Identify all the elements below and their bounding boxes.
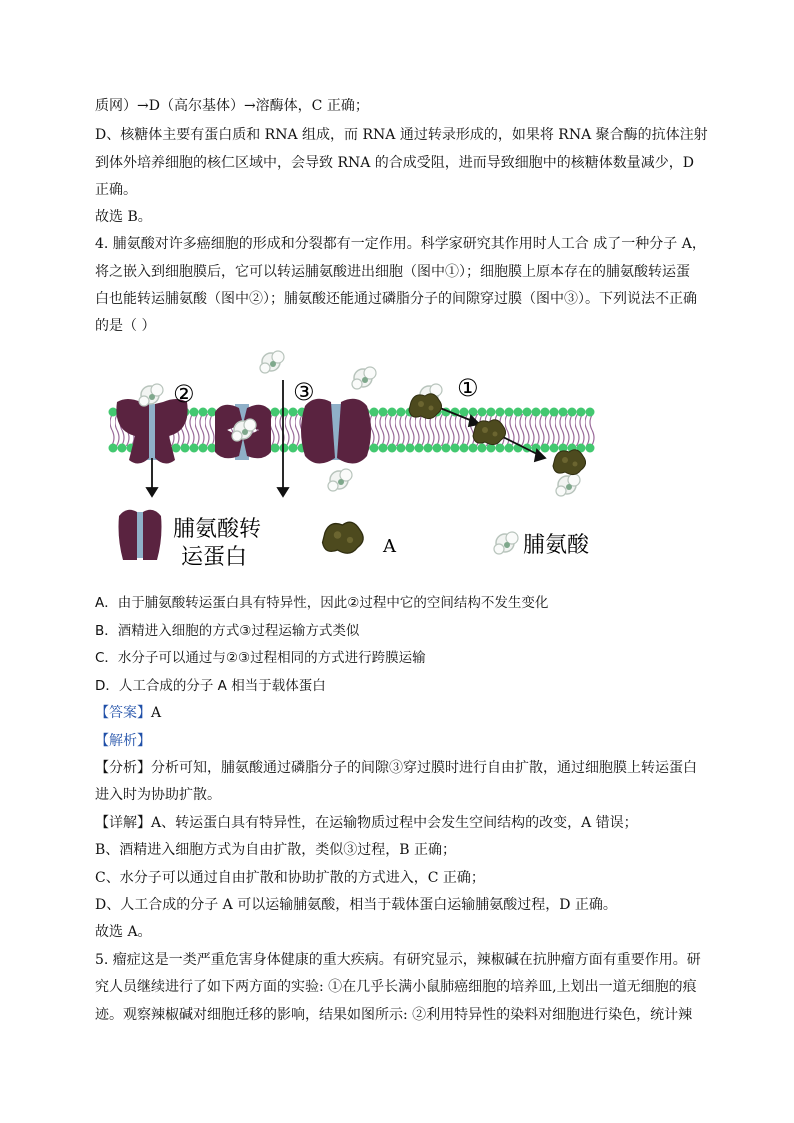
phospholipid-head (550, 444, 559, 453)
phospholipid-head (388, 408, 397, 417)
phospholipid-head (109, 408, 118, 417)
phospholipid-head (523, 408, 532, 417)
q4-stem-3: 白也能转运脯氨酸（图中②）；脯氨酸还能通过磷脂分子的间隙穿过膜（图中③）。下列说法不正确 (95, 291, 697, 307)
legend-protein-label: 脯氨酸转 (173, 517, 262, 542)
phospholipid-head (478, 444, 487, 453)
phospholipid-head (550, 408, 559, 417)
phospholipid-head (172, 444, 181, 453)
phospholipid-head (424, 444, 433, 453)
q5-line-2: 究人员继续进行了如下两方面的实验: ①在几乎长满小鼠肺癌细胞的培养皿,上划出一道无细胞的痕 (95, 979, 697, 995)
phospholipid-head (118, 444, 127, 453)
phospholipid-head (271, 444, 280, 453)
phospholipid-head (487, 408, 496, 417)
proline-molecule (352, 367, 376, 389)
answer-value: A (151, 705, 162, 721)
fenxi-line-2: 进入时为协助扩散。 (95, 787, 221, 803)
choose-line: 故选 A。 (95, 924, 152, 940)
phospholipid-head (379, 408, 388, 417)
fenxi-text-1: 分析可知，脯氨酸通过磷脂分子的间隙③穿过膜时进行自由扩散，通过细胞膜上转运蛋白 (151, 760, 697, 776)
phospholipid-head (532, 408, 541, 417)
phospholipid-head (469, 408, 478, 417)
phospholipid-head (397, 444, 406, 453)
phospholipid-head (505, 444, 514, 453)
molecule-A (553, 450, 586, 475)
phospholipid-head (577, 408, 586, 417)
legend-A-icon (323, 522, 364, 553)
label-2: ② (173, 380, 195, 408)
transport-protein-right (301, 399, 371, 464)
phospholipid-head (469, 444, 478, 453)
proline-molecule (328, 469, 352, 491)
analysis-tag: 【解析】 (95, 733, 151, 749)
phospholipid-head (379, 444, 388, 453)
q4-stem-2: 将之嵌入到细胞膜后，它可以转运脯氨酸进出细胞（图中①）；细胞膜上原本存在的脯氨酸转运蛋 (95, 264, 690, 280)
xiangjie-line-3: C、水分子可以通过自由扩散和协助扩散的方式进入，C 正确； (95, 870, 485, 886)
phospholipid-head (280, 444, 289, 453)
phospholipid-head (199, 444, 208, 453)
phospholipid-head (451, 444, 460, 453)
molecule-A (409, 394, 442, 419)
q4-stem-1: 4. 脯氨酸对许多癌细胞的形成和分裂都有一定作用。科学家研究其作用时人工合 成了一种分子 A， (95, 236, 706, 252)
phospholipid-head (496, 444, 505, 453)
option-b: B．酒精进入细胞的方式③过程运输方式类似 (95, 623, 360, 639)
phospholipid-head (586, 444, 595, 453)
proline-molecule (556, 474, 580, 496)
xiangjie-line-1 (95, 813, 638, 833)
proline-molecule (139, 384, 163, 406)
phospholipid-head (397, 408, 406, 417)
fenxi-tag: 【分析】 (95, 760, 151, 776)
prev-line-5: 故选 B。 (95, 209, 152, 225)
phospholipid-head (280, 408, 289, 417)
option-a: A．由于脯氨酸转运蛋白具有特异性，因此②过程中它的空间结构不发生变化 (95, 595, 549, 611)
phospholipid-head (370, 408, 379, 417)
legend-proline-icon (494, 532, 518, 554)
phospholipid-head (478, 408, 487, 417)
legend-protein-icon (119, 510, 162, 560)
prev-line-2: D、核糖体主要有蛋白质和 RNA 组成，而 RNA 通过转录形成的，如果将 RNA 聚合酶的抗体注射 (95, 127, 708, 143)
transport-protein-2 (116, 399, 187, 464)
molecule-A (473, 420, 506, 445)
q5-line-1: 5. 瘤症这是一类严重危害身体健康的重大疾病。有研究显示，辣椒碱在抗肿瘤方面有重要作用。研 (95, 952, 701, 968)
phospholipid-head (415, 444, 424, 453)
phospholipid-head (388, 444, 397, 453)
legend-A-label: A (383, 536, 396, 557)
phospholipid-head (541, 444, 550, 453)
phospholipid-head (433, 444, 442, 453)
phospholipid-head (559, 408, 568, 417)
phospholipid-head (568, 408, 577, 417)
label-1: ① (457, 374, 479, 402)
answer-tag: 【答案】 (95, 705, 151, 721)
phospholipid-head (271, 408, 280, 417)
phospholipid-head (289, 408, 298, 417)
membrane-transport-figure (105, 340, 605, 575)
phospholipid-head (460, 408, 469, 417)
phospholipid-head (505, 408, 514, 417)
phospholipid-head (541, 408, 550, 417)
phospholipid-head (190, 408, 199, 417)
phospholipid-head (460, 444, 469, 453)
prev-line-3: 到体外培养细胞的核仁区域中，会导致 RNA 的合成受阻，进而导致细胞中的核糖体数量减少，D (95, 155, 695, 171)
phospholipid-head (496, 408, 505, 417)
phospholipid-head (289, 444, 298, 453)
phospholipid-head (109, 444, 118, 453)
phospholipid-head (181, 444, 190, 453)
phospholipid-head (514, 408, 523, 417)
prev-line-4: 正确。 (95, 182, 137, 198)
label-3: ③ (293, 378, 315, 406)
xiangjie-line-2: B、酒精进入细胞方式为自由扩散，类似③过程，B 正确； (95, 842, 457, 858)
phospholipid-head (586, 408, 595, 417)
option-d: D．人工合成的分子 A 相当于载体蛋白 (95, 678, 326, 694)
phospholipid-head (199, 408, 208, 417)
legend-proline-label: 脯氨酸 (523, 533, 590, 558)
legend-protein-label-2: 运蛋白 (181, 545, 248, 570)
transport-protein-mid (215, 404, 271, 460)
prev-line-1: 质网）→D（高尔基体）→溶酶体，C 正确； (95, 98, 369, 114)
phospholipid-head (370, 444, 379, 453)
q4-stem-4: 的是（ ） (95, 318, 156, 334)
q5-line-3: 迹。观察辣椒碱对细胞迁移的影响，结果如图所示: ②利用特异性的染料对细胞进行染色，统计辣 (95, 1007, 693, 1023)
xiangjie-line-4: D、人工合成的分子 A 可以运输脯氨酸，相当于载体蛋白运输脯氨酸过程，D 正确。 (95, 897, 617, 913)
fenxi-line-1 (95, 758, 697, 778)
option-c: C．水分子可以通过与②③过程相同的方式进行跨膜运输 (95, 650, 426, 666)
phospholipid-head (190, 444, 199, 453)
phospholipid-head (406, 444, 415, 453)
xiangjie-tag: 【详解】 (95, 815, 151, 831)
answer-line (95, 703, 161, 723)
proline-molecule (260, 351, 284, 373)
xiangjie-text-1: A、转运蛋白具有特异性，在运输物质过程中会发生空间结构的改变，A 错误； (151, 815, 638, 831)
phospholipid-head (442, 444, 451, 453)
